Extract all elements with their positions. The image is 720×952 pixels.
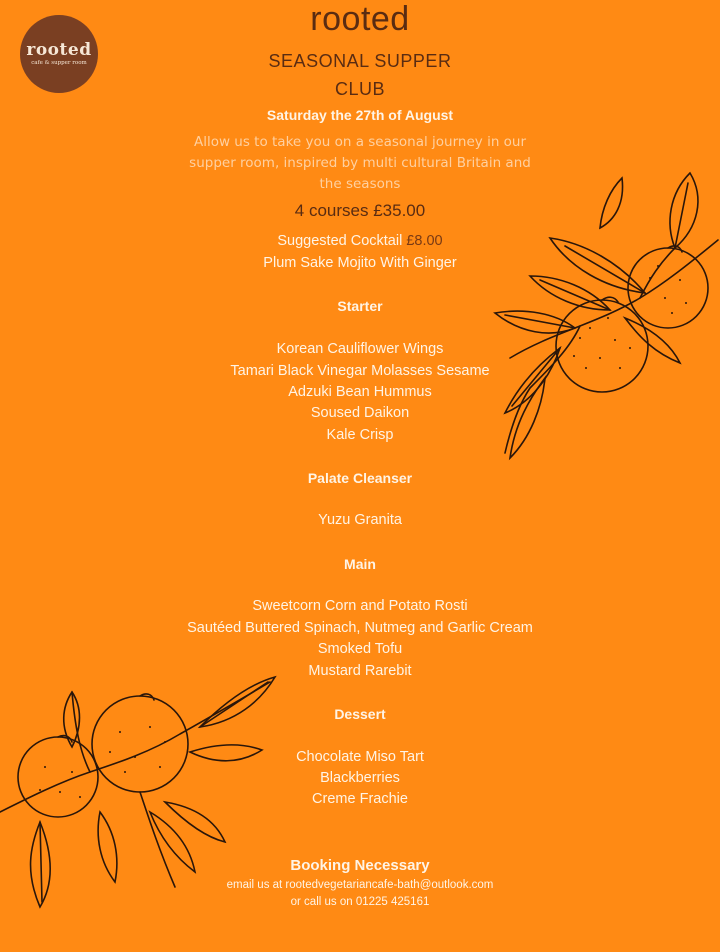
main-heading: Main: [344, 556, 376, 572]
palate-cleanser-heading: Palate Cleanser: [307, 470, 413, 486]
logo-word: rooted: [26, 39, 92, 60]
menu-item: Adzuki Bean Hummus: [288, 384, 432, 400]
orange-branch-illustration-top-right: [490, 168, 720, 468]
booking-phone: or call us on 01225 425161: [290, 896, 430, 908]
menu-item: Blackberries: [320, 770, 400, 786]
menu-item: Korean Cauliflower Wings: [276, 341, 444, 357]
menu-item: Sweetcorn Corn and Potato Rosti: [252, 598, 468, 614]
cocktail-price: £8.00: [406, 233, 443, 249]
intro-line: supper room, inspired by multi cultural Britain and: [189, 155, 531, 171]
cocktail-name: Plum Sake Mojito With Ginger: [263, 255, 457, 271]
menu-item: Smoked Tofu: [317, 641, 403, 657]
menu-item: Yuzu Granita: [318, 512, 402, 528]
starter-heading: Starter: [337, 298, 383, 314]
cocktail-label: Suggested Cocktail: [277, 233, 407, 249]
event-date: Saturday the 27th of August: [266, 107, 454, 123]
subtitle-line-2: CLUB: [334, 79, 385, 99]
intro-line: the seasons: [319, 176, 401, 192]
brand-title: rooted: [310, 0, 410, 38]
booking-heading: Booking Necessary: [290, 857, 430, 874]
menu-item: Creme Frachie: [312, 791, 408, 807]
menu-item: Sautéed Buttered Spinach, Nutmeg and Garlic Cream: [187, 620, 533, 636]
intro-line: Allow us to take you on a seasonal journey in our: [193, 134, 527, 150]
menu-item: Kale Crisp: [326, 427, 394, 443]
subtitle-line-1: SEASONAL SUPPER: [268, 51, 452, 71]
menu-item: Soused Daikon: [310, 405, 410, 421]
dessert-heading: Dessert: [334, 706, 386, 722]
orange-branch-illustration-bottom-left: [0, 672, 280, 912]
menu-item: Tamari Black Vinegar Molasses Sesame: [230, 363, 490, 379]
logo-subtitle: cafe & supper room: [31, 59, 87, 66]
booking-email: email us at rootedvegetariancafe-bath@outlook.com: [226, 879, 494, 891]
menu-item: Chocolate Miso Tart: [296, 749, 424, 765]
course-price: 4 courses £35.00: [294, 201, 426, 220]
menu-item: Mustard Rarebit: [308, 663, 412, 679]
